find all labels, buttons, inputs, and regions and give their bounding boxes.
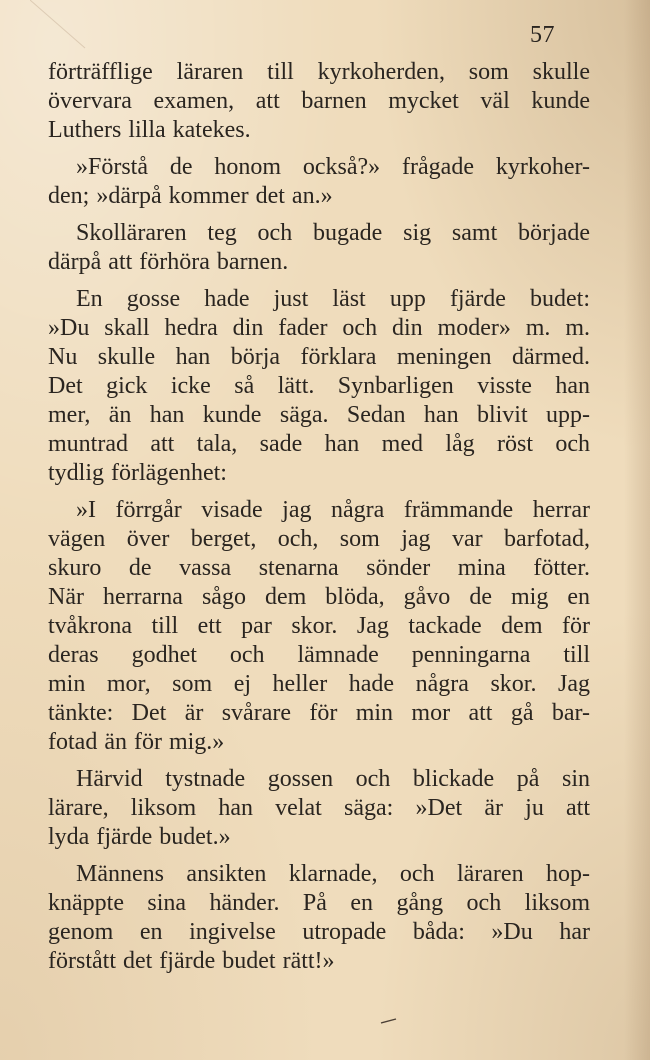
text-line: Männens ansikten klarnade, och läraren hop-	[76, 861, 590, 887]
text-line: tvåkrona till ett par skor. Jag tackade dem för	[48, 613, 590, 639]
text-line: »Förstå de honom också?» frågade kyrkoher-	[76, 154, 590, 180]
paragraph	[48, 860, 590, 976]
text-line: En gosse hade just läst upp fjärde budet:	[76, 286, 590, 312]
text-line: knäppte sina händer. På en gång och liksom	[48, 890, 590, 916]
text-line: När herrarna sågo dem blöda, gåvo de mig en	[48, 584, 590, 610]
page-number: 57	[530, 22, 555, 48]
text-line: genom en ingivelse utropade båda: »Du har	[48, 919, 590, 945]
text-line: därpå att förhöra barnen.	[48, 249, 289, 275]
body-text	[48, 58, 590, 976]
text-line: vägen över berget, och, som jag var barfotad,	[48, 526, 590, 552]
text-line: förträfflige läraren till kyrkoherden, som skulle	[48, 59, 590, 85]
text-line: tänkte: Det är svårare för min mor att gå bar-	[48, 700, 590, 726]
text-line: skuro de vassa stenarna sönder mina fötter.	[48, 555, 590, 581]
text-line: min mor, som ej heller hade några skor. Jag	[48, 671, 590, 697]
paragraph	[48, 153, 590, 211]
text-line: »I förrgår visade jag några främmande herrar	[76, 497, 590, 523]
ink-speck	[380, 1018, 398, 1024]
text-line: Nu skulle han börja förklara meningen därmed.	[48, 344, 590, 370]
text-line: Skolläraren teg och bugade sig samt började	[76, 220, 590, 246]
text-line: fotad än för mig.»	[48, 729, 225, 755]
page-edge-shadow	[624, 0, 650, 1060]
text-line: övervara examen, att barnen mycket väl kunde	[48, 88, 590, 114]
paragraph	[48, 219, 590, 277]
text-line: lyda fjärde budet.»	[48, 824, 231, 850]
text-line: Det gick icke så lätt. Synbarligen visste han	[48, 373, 590, 399]
text-line: deras godhet och lämnade penningarna till	[48, 642, 590, 668]
paragraph	[48, 285, 590, 488]
text-line: lärare, liksom han velat säga: »Det är ju att	[48, 795, 590, 821]
paragraph	[48, 496, 590, 757]
text-line: muntrad att tala, sade han med låg röst och	[48, 431, 590, 457]
paragraph	[48, 765, 590, 852]
text-line: Luthers lilla katekes.	[48, 117, 251, 143]
text-line: Härvid tystnade gossen och blickade på sin	[76, 766, 590, 792]
paragraph	[48, 58, 590, 145]
text-line: förstått det fjärde budet rätt!»	[48, 948, 335, 974]
text-line: »Du skall hedra din fader och din moder» m. m.	[48, 315, 590, 341]
paper-crease-mark	[30, 0, 110, 50]
text-line: den; »därpå kommer det an.»	[48, 183, 333, 209]
text-line: tydlig förlägenhet:	[48, 460, 227, 486]
text-line: mer, än han kunde säga. Sedan han blivit upp-	[48, 402, 590, 428]
